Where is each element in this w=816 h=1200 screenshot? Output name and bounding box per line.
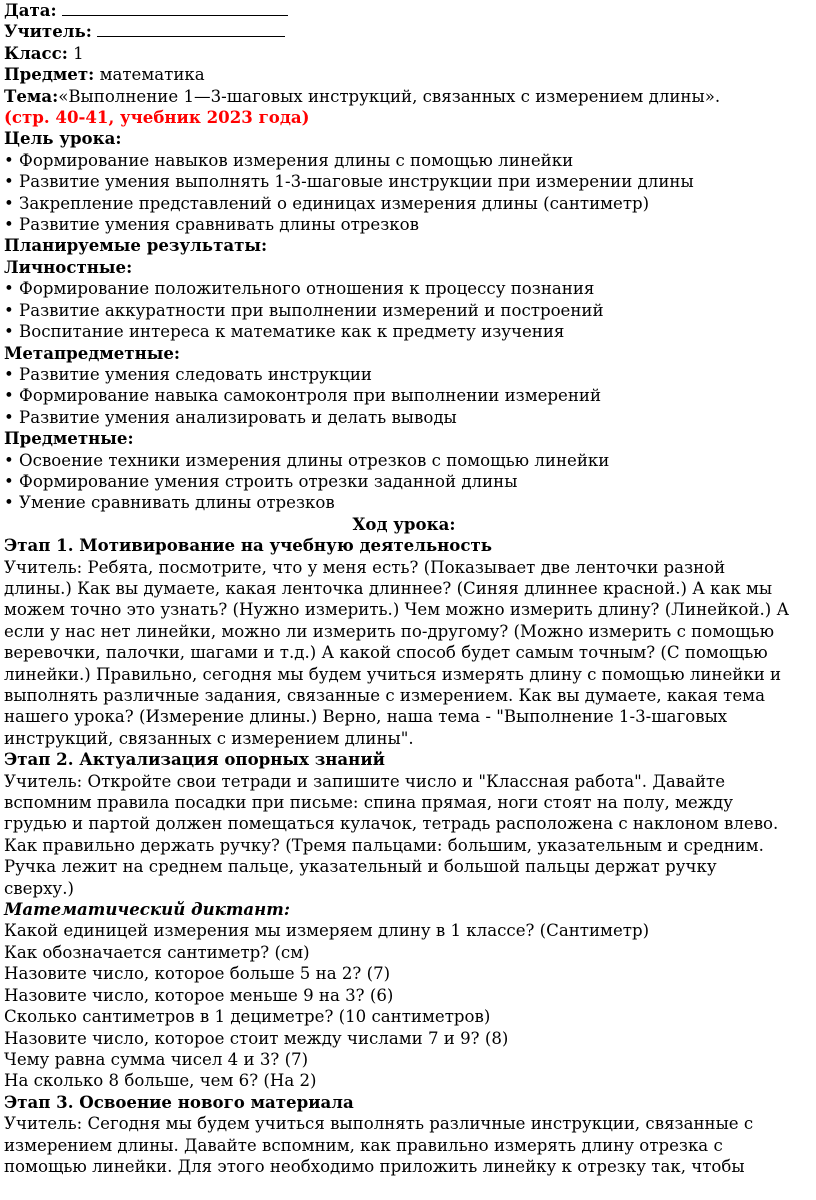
goal-item: • Развитие умения выполнять 1-3-шаговые инструкции при измерении длины [4,172,694,192]
subject-result-item: • Умение сравнивать длины отрезков [4,493,335,513]
textbook-reference: (стр. 40-41, учебник 2023 года) [4,107,310,128]
dictation-question: На сколько 8 больше, чем 6? (На 2) [4,1071,317,1091]
personal-item: • Развитие аккуратности при выполнении измерений и построений [4,300,604,320]
stage2-line: Учитель: Откройте свои тетради и запишите число и "Классная работа". Давайте [4,771,726,791]
stage2-line: Как правильно держать ручку? (Тремя пальцами: большим, указательным и средним. [4,835,764,855]
class-value: 1 [73,43,84,63]
personal-heading: Личностные: [4,256,133,277]
lesson-heading: Ход урока: [352,513,456,534]
topic-label: Тема: [4,85,59,106]
dictation-question: Назовите число, которое больше 5 на 2? (7) [4,964,391,984]
meta-item: • Формирование навыка самоконтроля при выполнении измерений [4,386,602,406]
stage2-line: грудью и партой должен помещаться кулачок, тетрадь расположена с наклоном влево. [4,814,779,834]
class-row [4,43,804,64]
stage3-line: помощью линейки. Для этого необходимо приложить линейку к отрезку так, чтобы [4,1156,745,1176]
results-heading: Планируемые результаты: [4,235,268,256]
date-row [4,0,804,21]
goals-heading: Цель урока: [4,128,122,149]
stage1-line: выполнять различные задания, связанные с измерением. Как вы думаете, какая тема [4,686,765,705]
subject-label: Предмет: [4,64,95,85]
subject-result-item: • Формирование умения строить отрезки заданной длины [4,471,518,491]
class-label: Класс: [4,42,68,63]
stage1-title: Этап 1. Мотивирование на учебную деятельность [4,535,493,556]
goal-item: • Развитие умения сравнивать длины отрезков [4,215,419,235]
meta-heading: Метапредметные: [4,342,181,363]
stage1-line: длины.) Как вы думаете, какая ленточка длиннее? (Синяя длиннее красной.) А как мы [4,578,773,598]
subject-value: математика [99,65,205,85]
subject-result-item: • Освоение техники измерения длины отрезков с помощью линейки [4,450,610,470]
goal-item: • Формирование навыков измерения длины с помощью линейки [4,150,574,170]
stage2-title: Этап 2. Актуализация опорных знаний [4,749,385,770]
dictation-question: Чему равна сумма чисел 4 и 3? (7) [4,1049,309,1069]
personal-item: • Воспитание интереса к математике как к предмету изучения [4,322,565,342]
teacher-label: Учитель: [4,21,92,42]
stage3-line: измерением длины. Давайте вспомним, как правильно измерять длину отрезка с [4,1135,723,1155]
stage1-line: нашего урока? (Измерение длины.) Верно, наша тема - "Выполнение 1-3-шаговых [4,707,728,727]
date-blank [62,0,288,16]
topic-row [4,86,804,107]
dictation-question: Назовите число, которое меньше 9 на 3? (6) [4,985,394,1005]
stage2-line: Ручка лежит на среднем пальце, указательный и большой пальцы держат ручку [4,857,717,877]
personal-item: • Формирование положительного отношения к процессу познания [4,279,595,299]
teacher-row [4,21,804,42]
dictation-title: Математический диктант: [4,899,290,920]
stage1-line: если у нас нет линейки, можно ли измерить по-другому? (Можно измерить с помощью [4,621,775,641]
stage1-line: линейки.) Правильно, сегодня мы будем учиться измерять длину с помощью линейки и [4,664,782,684]
topic-value: «Выполнение 1—3-шаговых инструкций, связанных с измерением длины». [58,86,721,106]
stage3-line: Учитель: Сегодня мы будем учиться выполнять различные инструкции, связанные с [4,1114,754,1134]
meta-item: • Развитие умения анализировать и делать выводы [4,407,457,427]
meta-item: • Развитие умения следовать инструкции [4,364,372,384]
dictation-question: Назовите число, которое стоит между числами 7 и 9? (8) [4,1028,509,1048]
subject-row [4,64,804,85]
teacher-blank [97,21,285,37]
dictation-question: Как обозначается сантиметр? (см) [4,942,310,962]
stage2-line: вспомним правила посадки при письме: спина прямая, ноги стоят на полу, между [4,793,733,813]
goal-item: • Закрепление представлений о единицах измерения длины (сантиметр) [4,193,650,213]
subject-results-heading: Предметные: [4,428,134,449]
dictation-question: Сколько сантиметров в 1 дециметре? (10 сантиметров) [4,1007,491,1027]
dictation-question: Какой единицей измерения мы измеряем длину в 1 классе? (Сантиметр) [4,921,650,941]
stage2-line: сверху.) [4,878,74,898]
stage3-title: Этап 3. Освоение нового материала [4,1091,354,1112]
date-label: Дата: [4,0,57,20]
stage1-line: Учитель: Ребята, посмотрите, что у меня есть? (Показывает две ленточки разной [4,557,726,577]
stage1-line: инструкций, связанных с измерением длины". [4,728,414,748]
stage1-line: можем точно это узнать? (Нужно измерить.) Чем можно измерить длину? (Линейкой.) А [4,600,790,620]
stage1-line: веревочки, палочки, шагами и т.д.) А какой способ будет самым точным? (С помощью [4,643,768,663]
